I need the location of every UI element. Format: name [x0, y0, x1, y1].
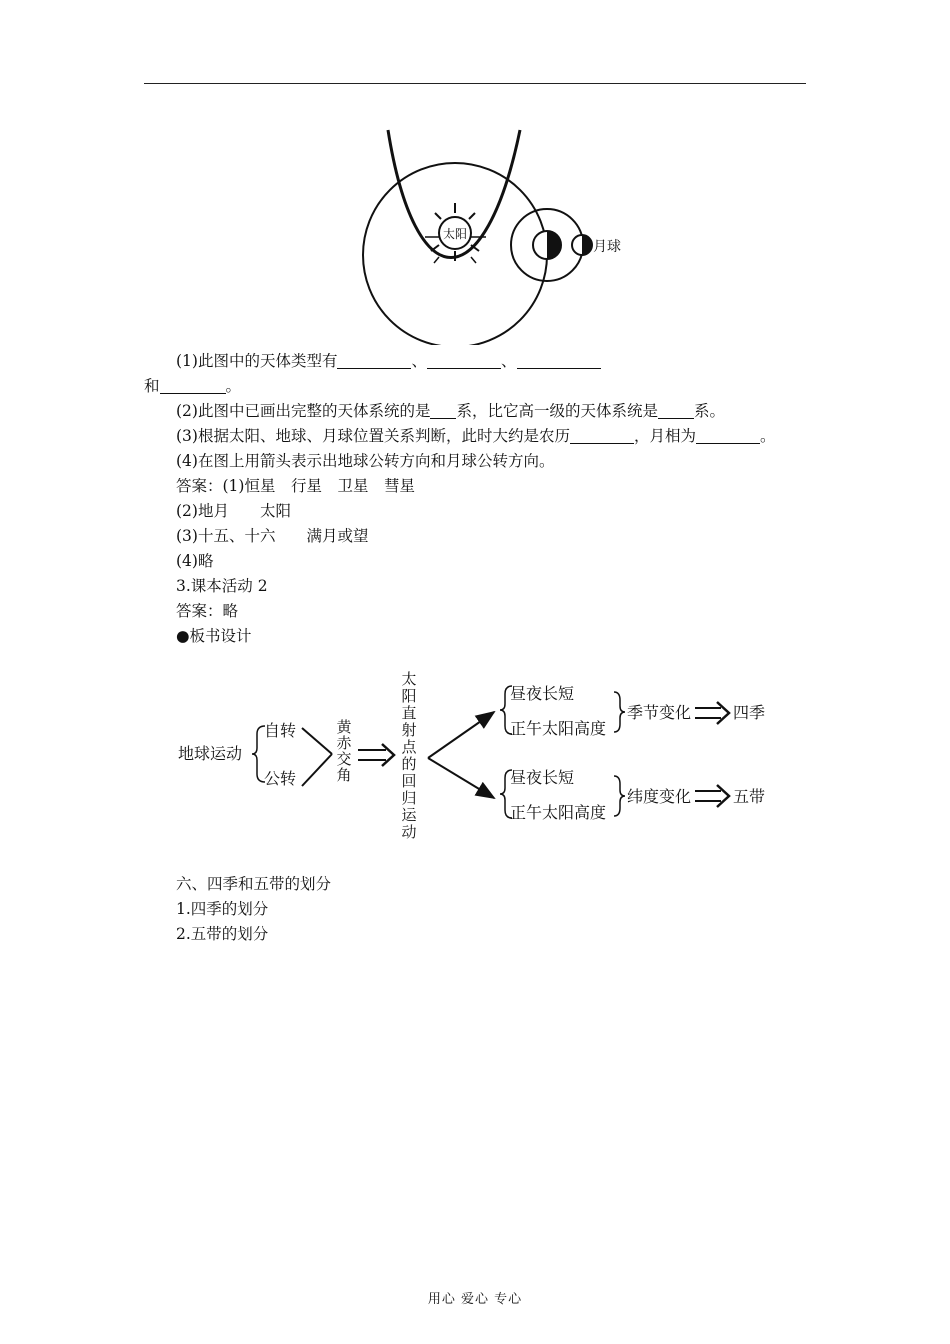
- svg-text:动: 动: [401, 823, 417, 841]
- earth-motion-label: 地球运动: [178, 744, 243, 763]
- obliquity-label: [336, 718, 352, 784]
- section-item-2: 2.五带的划分: [176, 925, 269, 943]
- question-3: [176, 426, 776, 446]
- page-footer: 用心 爱心 专心: [427, 1292, 523, 1307]
- q1-blank-1[interactable]: [337, 352, 411, 369]
- sun-earth-moon-figure: [355, 125, 645, 345]
- subsolar-migration-label: [401, 670, 417, 841]
- four-seasons-label: 四季: [733, 703, 766, 722]
- svg-text:点: 点: [401, 738, 417, 756]
- question-1: [176, 351, 601, 371]
- q3-blank-2[interactable]: [696, 427, 760, 444]
- double-arrow-icon-2: [695, 702, 729, 724]
- svg-text:阳: 阳: [401, 687, 417, 705]
- day-night-label-2: 昼夜长短: [510, 768, 575, 787]
- q1-blank-4[interactable]: [160, 377, 226, 394]
- answer-4: (4)略: [176, 552, 214, 570]
- q1-sep-2: 、: [500, 352, 517, 370]
- q1-sep-1: 、: [411, 352, 427, 370]
- q3-text-b: ，月相为: [633, 427, 696, 445]
- q2-text-b: 系，比它高一级的天体系统是: [456, 402, 658, 420]
- svg-text:交: 交: [336, 750, 352, 768]
- section-title: 六、四季和五带的划分: [176, 875, 332, 893]
- five-zones-label: 五带: [733, 787, 766, 806]
- arrow-down: [428, 758, 494, 798]
- moon-icon: [572, 235, 592, 255]
- answer-item-3: 答案：略: [176, 602, 239, 620]
- svg-text:太: 太: [401, 670, 417, 688]
- noon-sun-label-2: 正午太阳高度: [510, 803, 607, 822]
- q2-text-a: (2)此图中已画出完整的天体系统的是: [176, 402, 431, 420]
- svg-text:直: 直: [401, 704, 417, 722]
- question-4: (4)在图上用箭头表示出地球公转方向和月球公转方向。: [176, 452, 555, 470]
- double-arrow-icon-3: [695, 785, 729, 807]
- arrow-up: [428, 712, 494, 758]
- brace-lower-right: [614, 776, 625, 816]
- item-3: 3.课本活动 2: [176, 577, 268, 595]
- season-change-label: 季节变化: [627, 703, 692, 722]
- header-rule: [144, 83, 806, 84]
- svg-text:射: 射: [401, 721, 417, 739]
- q1-text: (1)此图中的天体类型有: [176, 352, 338, 370]
- revolution-label: 公转: [264, 769, 297, 788]
- answer-3: (3)十五、十六 满月或望: [176, 527, 369, 545]
- question-1-cont: [144, 376, 241, 396]
- svg-text:运: 运: [401, 806, 417, 824]
- q1-and: 和: [144, 377, 160, 395]
- q1-end: 。: [225, 377, 242, 395]
- q3-text-a: (3)根据太阳、地球、月球位置关系判断，此时大约是农历: [176, 427, 570, 445]
- sun-label: 太阳: [442, 227, 468, 241]
- answer-1: 答案：(1)恒星 行星 卫星 彗星: [176, 477, 415, 495]
- q1-blank-2[interactable]: [427, 352, 501, 369]
- board-design-heading: ●板书设计: [176, 627, 252, 645]
- day-night-label-1: 昼夜长短: [510, 684, 575, 703]
- board-design-diagram: [172, 668, 782, 853]
- noon-sun-label-1: 正午太阳高度: [510, 719, 607, 738]
- brace-upper-right: [614, 692, 625, 732]
- svg-text:的: 的: [401, 755, 417, 773]
- q2-blank-2[interactable]: [658, 402, 694, 419]
- question-2: [176, 401, 725, 421]
- q1-blank-3[interactable]: [517, 352, 601, 369]
- latitude-change-label: 纬度变化: [627, 787, 692, 806]
- q3-text-c: 。: [759, 427, 776, 445]
- q2-text-c: 系。: [693, 402, 725, 420]
- svg-text:回: 回: [401, 772, 417, 790]
- svg-text:赤: 赤: [336, 734, 352, 752]
- q2-blank-1[interactable]: [430, 402, 456, 419]
- rotation-label: 自转: [264, 721, 297, 740]
- svg-text:角: 角: [336, 766, 352, 784]
- svg-text:归: 归: [401, 789, 417, 807]
- double-arrow-icon: [358, 744, 394, 766]
- answer-2: (2)地月 太阳: [176, 502, 291, 520]
- section-item-1: 1.四季的划分: [176, 900, 269, 918]
- earth-icon: [533, 231, 561, 259]
- svg-text:黄: 黄: [336, 718, 352, 736]
- moon-label: 月球: [593, 239, 621, 255]
- q3-blank-1[interactable]: [570, 427, 634, 444]
